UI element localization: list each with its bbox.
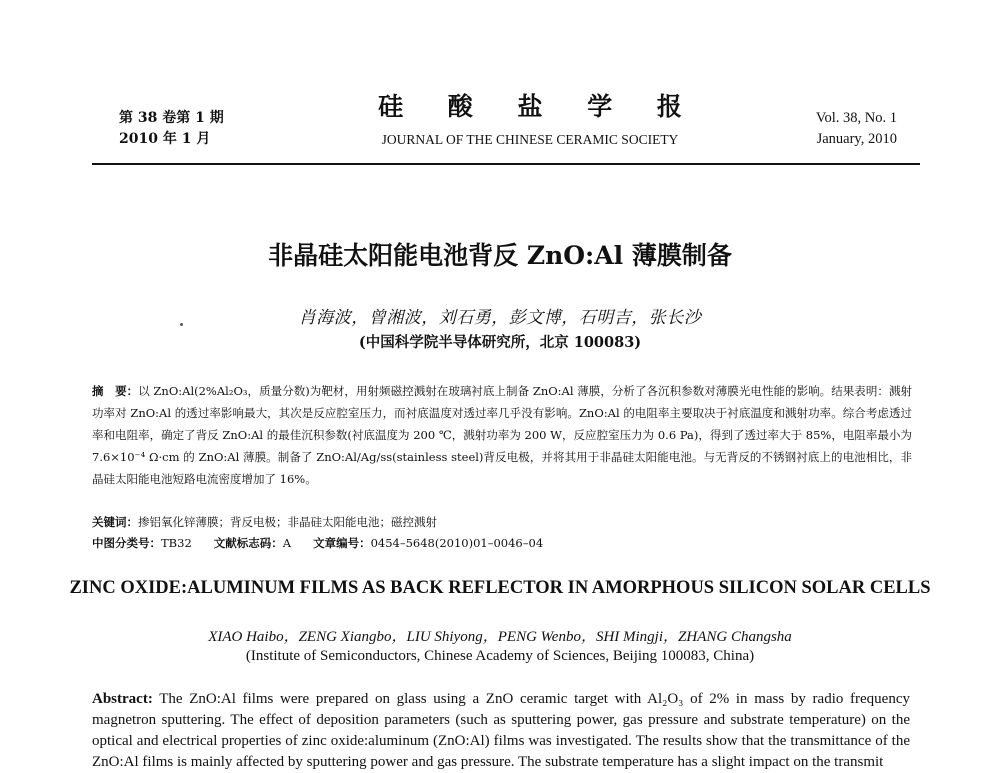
header-rule xyxy=(92,163,920,165)
journal-title-cn: 硅 酸 盐 学 报 xyxy=(378,92,700,121)
classification-line xyxy=(92,533,565,554)
keywords-cn xyxy=(92,512,912,533)
volume-en: Vol. 38, No. 1 xyxy=(815,110,897,126)
article-no-label: 文章编号： xyxy=(313,536,371,550)
authors-en: XIAO Haibo，ZENG Xiangbo，LIU Shiyong，PENG Wenbo，SHI Mingji，ZHANG Changsha xyxy=(208,629,792,645)
doc-code-label: 文献标志码： xyxy=(213,536,283,550)
abstract-en xyxy=(92,689,910,773)
keywords-cn-label: 关键词： xyxy=(92,515,138,529)
abstract-en-text: The ZnO:Al films were prepared on glass using a ZnO ceramic target with Al₂O₃ of 2% in mass by radio frequency magnetron sputtering. The effect of deposition parameters (such as sputtering power, gas pressure and substrate temperature) on the optical and electrical properties of zinc oxide:aluminum (ZnO:Al) films was investigated. The results show that the transmittance of the ZnO:Al films is mainly affected by sputtering power and gas pressure. The substrate temperature has a slight impact on the transmit xyxy=(92,691,910,770)
journal-header xyxy=(300,92,760,148)
volume-cn: 第 38 卷第 1 期 xyxy=(119,110,224,126)
date-cn: 2010 年 1 月 xyxy=(119,131,211,147)
abstract-en-label: Abstract: xyxy=(92,691,153,707)
clc-value: TB32 xyxy=(161,536,192,550)
abstract-cn-label: 摘 要： xyxy=(92,384,139,398)
doc-code-value: A xyxy=(282,536,292,550)
stray-dot xyxy=(180,323,183,326)
clc-label: 中图分类号： xyxy=(92,536,161,550)
article-no-value: 0454–5648(2010)01–0046–04 xyxy=(370,536,544,550)
date-en: January, 2010 xyxy=(816,131,897,147)
paper-title-en: ZINC OXIDE:ALUMINUM FILMS AS BACK REFLECTOR IN AMORPHOUS SILICON SOLAR CELLS xyxy=(69,578,931,598)
paper-title-cn: 非晶硅太阳能电池背反 ZnO:Al 薄膜制备 xyxy=(268,241,732,270)
abstract-cn-text: 以 ZnO:Al(2%Al₂O₃，质量分数)为靶材，用射频磁控溅射在玻璃衬底上制备 ZnO:Al 薄膜，分析了各沉积参数对薄膜光电性能的影响。结果表明：溅射功率对 ZnO:Al 的透过率影响最大，其次是反应腔室压力，而衬底温度对透过率几乎没有影响。ZnO:Al 的电阻率主要取决于衬底温度和溅射功率。综合考虑透过率和电阻率，确定了背反 ZnO:Al 的最佳沉积参数(衬底温度为 200 ℃，溅射功率为 200 W，反应腔室压力为 0.6 Pa)，得到了透过率大于 85%，电阻率最小为 7.6×10⁻⁴ Ω·cm 的 ZnO:Al 薄膜。制备了 ZnO:Al/Ag/ss(stainless steel)背反电极，并将其用于非晶硅太阳能电池。与无背反的不锈钢衬底上的电池相比，非晶硅太阳能电池短路电流密度增加了 16%。 xyxy=(92,384,912,486)
keywords-cn-text: 掺铝氧化锌薄膜；背反电极；非晶硅太阳能电池；磁控溅射 xyxy=(138,515,437,529)
issue-info-en xyxy=(816,108,897,150)
affiliation-en: (Institute of Semiconductors, Chinese Academy of Sciences, Beijing 100083, China) xyxy=(245,648,755,664)
authors-cn: 肖海波，曾湘波，刘石勇，彭文博，石明吉，张长沙 xyxy=(298,308,702,328)
journal-title-en: JOURNAL OF THE CHINESE CERAMIC SOCIETY xyxy=(381,132,679,147)
abstract-cn xyxy=(92,380,912,490)
affiliation-cn: (中国科学院半导体研究所，北京 100083) xyxy=(358,334,642,351)
issue-info-cn xyxy=(119,108,224,150)
